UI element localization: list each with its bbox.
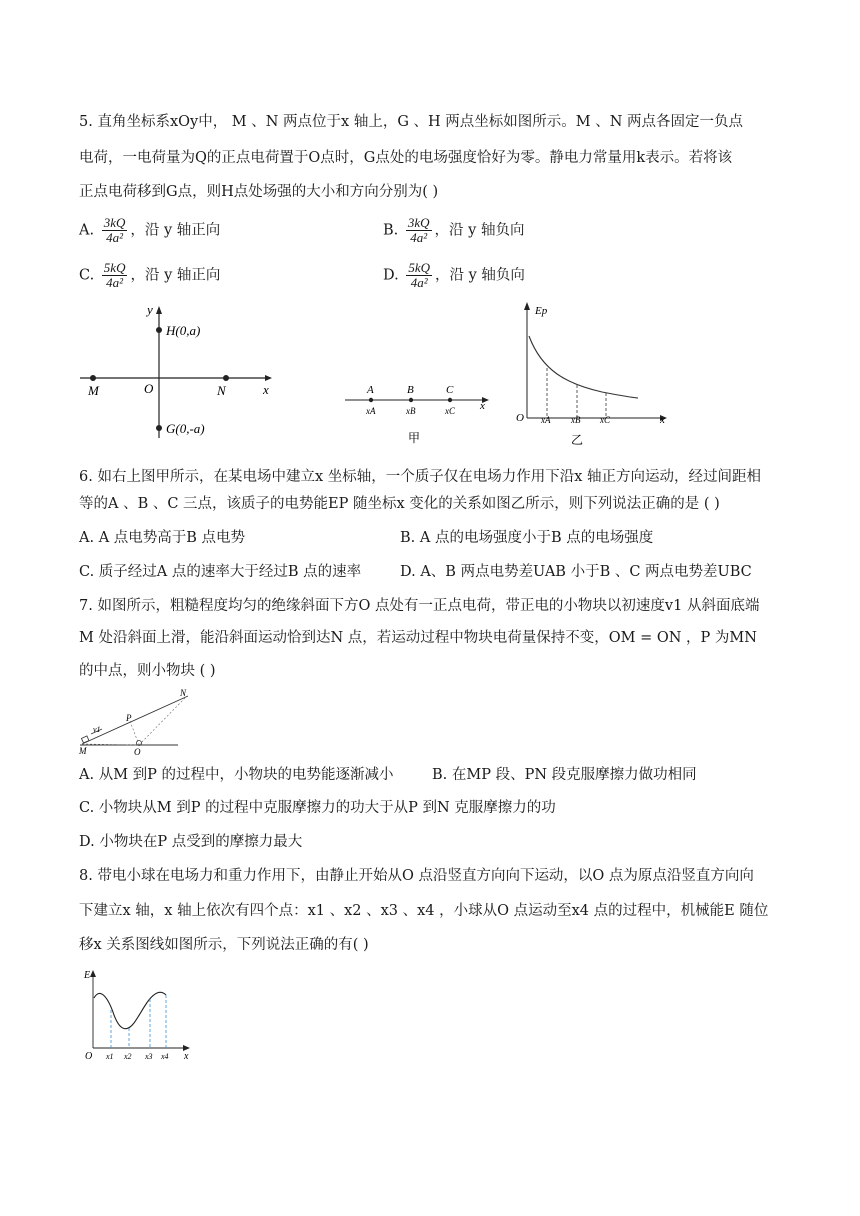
q8-stem-line-1: 8. 带电小球在电场力和重力作用下，由静止开始从O 点沿竖直方向向下运动，以O 点为原点沿竖直方向向: [79, 868, 754, 884]
label-v1: v1: [93, 725, 101, 734]
x-axis-label: x: [660, 414, 665, 426]
label-c: C: [446, 384, 454, 396]
label-m: M: [88, 383, 99, 398]
q8-stem-line-3: 移x 关系图线如图所示，下列说法正确的有( ): [79, 937, 369, 953]
y-axis-label: Ep: [535, 305, 548, 317]
q7-option-d[interactable]: D. 小物块在P 点受到的摩擦力最大: [79, 834, 303, 850]
denominator: 4a²: [106, 275, 124, 290]
label-xa: xA: [541, 415, 551, 425]
point-b: [409, 398, 413, 402]
q5-stem-line-1: 5. 直角坐标系xOy中， M 、N 两点位于x 轴上，G 、H 两点坐标如图所示。M 、N 两点各固定一负点: [79, 114, 744, 130]
q7-option-c[interactable]: C. 小物块从M 到P 的过程中克服摩擦力的功大于从P 到N 克服摩擦力的功: [79, 800, 556, 816]
dashed-on: [139, 698, 185, 745]
denominator: 4a²: [106, 230, 123, 245]
e-axis-arrow-icon: [90, 970, 96, 977]
label-m: M: [79, 746, 87, 756]
label-p: P: [126, 713, 132, 723]
numerator: 3kQ: [407, 215, 430, 230]
numerator: 5kQ: [103, 260, 126, 275]
block-icon: [81, 736, 89, 743]
label-x2: x2: [124, 1052, 132, 1061]
q5-option-d[interactable]: [383, 261, 525, 290]
origin-label: O: [85, 1051, 93, 1062]
q5-stem-line-3: 正点电荷移到G点，则H点处场强的大小和方向分别为( ): [79, 184, 439, 200]
label-b: B: [407, 384, 414, 396]
q6-figure-yi: [512, 296, 672, 452]
option-text: ，沿 y 轴正向: [130, 267, 221, 284]
q7-stem-line-1: 7. 如图所示，粗糙程度均匀的绝缘斜面下方O 点处有一正点电荷，带正电的小物块以初速度v1 从斜面底端: [79, 598, 760, 614]
option-label: D.: [383, 267, 399, 284]
option-label: C.: [79, 267, 95, 284]
point-n: [223, 375, 229, 381]
point-c: [448, 398, 452, 402]
label-xb: xB: [571, 415, 581, 425]
fraction: [102, 216, 128, 245]
q5-option-b[interactable]: [383, 216, 524, 245]
label-x4: x4: [161, 1052, 169, 1061]
q7-option-b[interactable]: B. 在MP 段、PN 段克服摩擦力做功相同: [432, 767, 697, 783]
denominator: 4a²: [410, 275, 428, 290]
point-g: [156, 425, 162, 431]
option-text: ，沿 y 轴负向: [434, 222, 525, 239]
x-axis-label: x: [184, 1051, 189, 1062]
fraction: [406, 261, 432, 290]
q5-stem-line-2: 电荷，一电荷量为Q的正点电荷置于O点时，G点处的电场强度恰好为零。静电力常量用k表示。若将该: [79, 150, 733, 166]
q5-option-a[interactable]: [79, 216, 220, 245]
q7-option-a[interactable]: A. 从M 到P 的过程中，小物块的电势能逐渐减小: [79, 767, 394, 783]
q6-stem-line-1: 6. 如右上图甲所示，在某电场中建立x 坐标轴，一个质子仅在电场力作用下沿x 轴正方向运动，经过间距相: [79, 469, 762, 485]
caption-yi: 乙: [571, 433, 584, 447]
x-axis-arrow-icon: [265, 375, 272, 381]
q7-stem-line-2: M 处沿斜面上滑，能沿斜面运动恰到达N 点，若运动过程中物块电荷量保持不变，OM = ON ，P 为MN: [79, 630, 757, 646]
option-text: ，沿 y 轴正向: [130, 222, 221, 239]
q6-option-d[interactable]: D. A、B 两点电势差UAB 小于B 、C 两点电势差UBC: [400, 564, 752, 580]
label-a: A: [367, 384, 374, 396]
q6-stem-line-2: 等的A 、B 、C 三点，该质子的电势能EP 随坐标x 变化的关系如图乙所示，则下列说法正确的是 ( ): [79, 496, 720, 512]
y-axis-label: y: [147, 302, 153, 317]
fraction: [102, 261, 128, 290]
q6-option-c[interactable]: C. 质子经过A 点的速率大于经过B 点的速率: [79, 564, 362, 580]
label-h: H(0,a): [166, 323, 201, 338]
y-axis-arrow-icon: [156, 306, 162, 314]
q8-stem-line-2: 下建立x 轴，x 轴上依次有四个点：x1 、x2 、x3 、x4 ，小球从O 点运动至x4 点的过程中，机械能E 随位: [79, 903, 769, 919]
caption-jia: 甲: [408, 431, 421, 445]
label-o: O: [144, 381, 154, 396]
energy-curve: [94, 992, 166, 1028]
label-x3: x3: [145, 1052, 153, 1061]
numerator: 3kQ: [103, 215, 126, 230]
label-xb: xB: [406, 406, 416, 416]
q6-option-a[interactable]: A. A 点电势高于B 点电势: [79, 530, 246, 546]
label-o: O: [134, 747, 141, 756]
fraction: [406, 216, 432, 245]
dashed-op: [130, 721, 139, 745]
label-xc: xC: [445, 406, 455, 416]
label-xc: xC: [600, 415, 610, 425]
q6-figure-jia: [340, 375, 495, 450]
q6-option-b[interactable]: B. A 点的电场强度小于B 点的电场强度: [400, 530, 654, 546]
numerator: 5kQ: [408, 260, 430, 275]
label-x1: x1: [106, 1052, 114, 1061]
q5-option-c[interactable]: [79, 261, 220, 290]
q5-coordinate-figure: [75, 300, 275, 445]
q7-incline-figure: [78, 688, 198, 756]
option-text: ，沿 y 轴负向: [435, 267, 525, 284]
origin-label: O: [516, 412, 524, 424]
label-n: N: [217, 383, 226, 398]
point-h: [156, 327, 162, 333]
denominator: 4a²: [410, 230, 428, 245]
point-m: [90, 375, 96, 381]
e-axis-label: E: [84, 970, 91, 981]
label-g: G(0,-a): [166, 421, 205, 436]
ep-curve: [529, 336, 638, 398]
y-axis-arrow-icon: [524, 302, 530, 310]
x-axis-label: x: [480, 400, 485, 412]
q8-energy-figure: [80, 965, 200, 1065]
incline-line: [82, 696, 188, 744]
option-label: A.: [79, 222, 95, 239]
x-axis-label: x: [263, 382, 269, 397]
option-label: B.: [383, 222, 399, 239]
point-a: [369, 398, 373, 402]
q7-stem-line-3: 的中点，则小物块 ( ): [79, 663, 216, 679]
label-xa: xA: [366, 406, 376, 416]
label-n: N: [180, 688, 187, 698]
